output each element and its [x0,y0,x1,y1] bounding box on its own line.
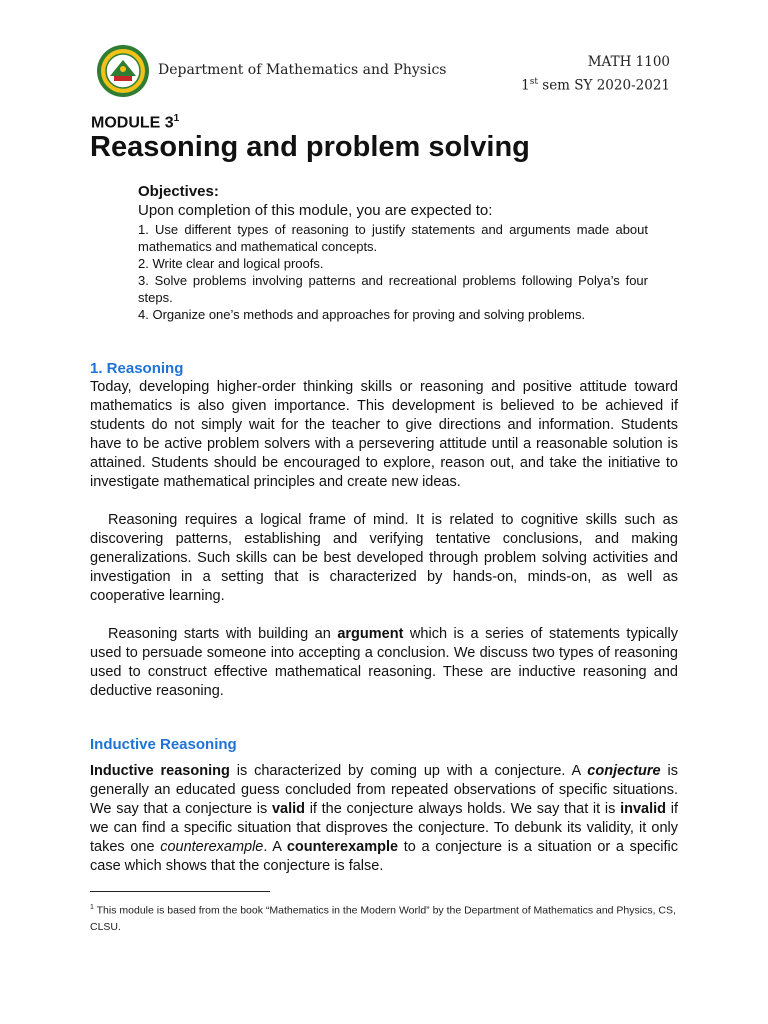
semester: 1st sem SY 2020-2021 [521,77,670,94]
reasoning-paragraph-3: Reasoning starts with building an argument which is a series of statements typically used to persuade someone into accepting a conclusion. We discuss two types of reasoning used to construct effective mathematical reasoning. These are inductive reasoning and deductive reasoning. [90,626,678,699]
objectives-heading: Objectives: [138,183,219,200]
university-seal-icon [96,44,150,98]
inductive-heading: Inductive Reasoning [90,736,237,753]
objective-item: 1. Use different types of reasoning to justify statements and arguments made about mathematics and mathematical concepts. [138,222,648,254]
course-info [521,52,670,96]
inductive-paragraph: Inductive reasoning is characterized by coming up with a conjecture. A conjecture is generally an educated guess concluded from repeated observations of specific situations. We say that a conjecture is valid if the conjecture always holds. We say that it is invalid if we can find a specific situation that disproves the conjecture. To debunk its validity, it only takes one counterexample. A counterexample to a conjecture is a situation or a specific case which shows that the conjecture is false. [90,763,679,874]
reasoning-heading: 1. Reasoning [90,360,184,377]
objectives-list [138,221,648,323]
footnote-divider [90,891,270,892]
footnote: $^1$ This module is based from the book “Mathematics in the Modern World” by the Department of Mathematics and Physics, CS, CLSU. [90,904,676,933]
objective-item: 3. Solve problems involving patterns and recreational problems following Polya’s four steps. [138,273,648,305]
objective-item: 4. Organize one’s methods and approaches for proving and solving problems. [138,307,586,322]
reasoning-paragraph-1: Today, developing higher-order thinking skills or reasoning and positive attitude toward mathematics is also given importance. This development is believed to be achieved if students do not simply wait for the teacher to give directions and information. Students have to be active problem solvers with a persevering attitude until a reasonable solution is attained. Students should be encouraged to explore, reason out, and take the initiative to investigate mathematical principles and create new ideas. [90,379,678,490]
term-argument: argument [337,626,404,642]
objectives-section [138,183,648,323]
objective-item: 2. Write clear and logical proofs. [138,256,324,271]
footnote-reference[interactable]: 1 [173,113,180,124]
page-title: Reasoning and problem solving [90,131,530,163]
course-code: MATH 1100 [587,54,670,70]
reasoning-paragraph-2: Reasoning requires a logical frame of mind. It is related to cognitive skills such as discovering patterns, establishing and verifying tentative conclusions, and making generalizations. Such skills can be best developed through problem solving activities and investigation in a setting that is characterized by hands-on, minds-on, as well as cooperative learning. [90,512,678,604]
module-label: MODULE $3^1$ [91,113,180,132]
objectives-intro: Upon completion of this module, you are expected to: [138,202,493,219]
inductive-section [90,735,678,876]
department-name: Department of Mathematics and Physics [158,62,447,78]
reasoning-section [90,359,678,701]
